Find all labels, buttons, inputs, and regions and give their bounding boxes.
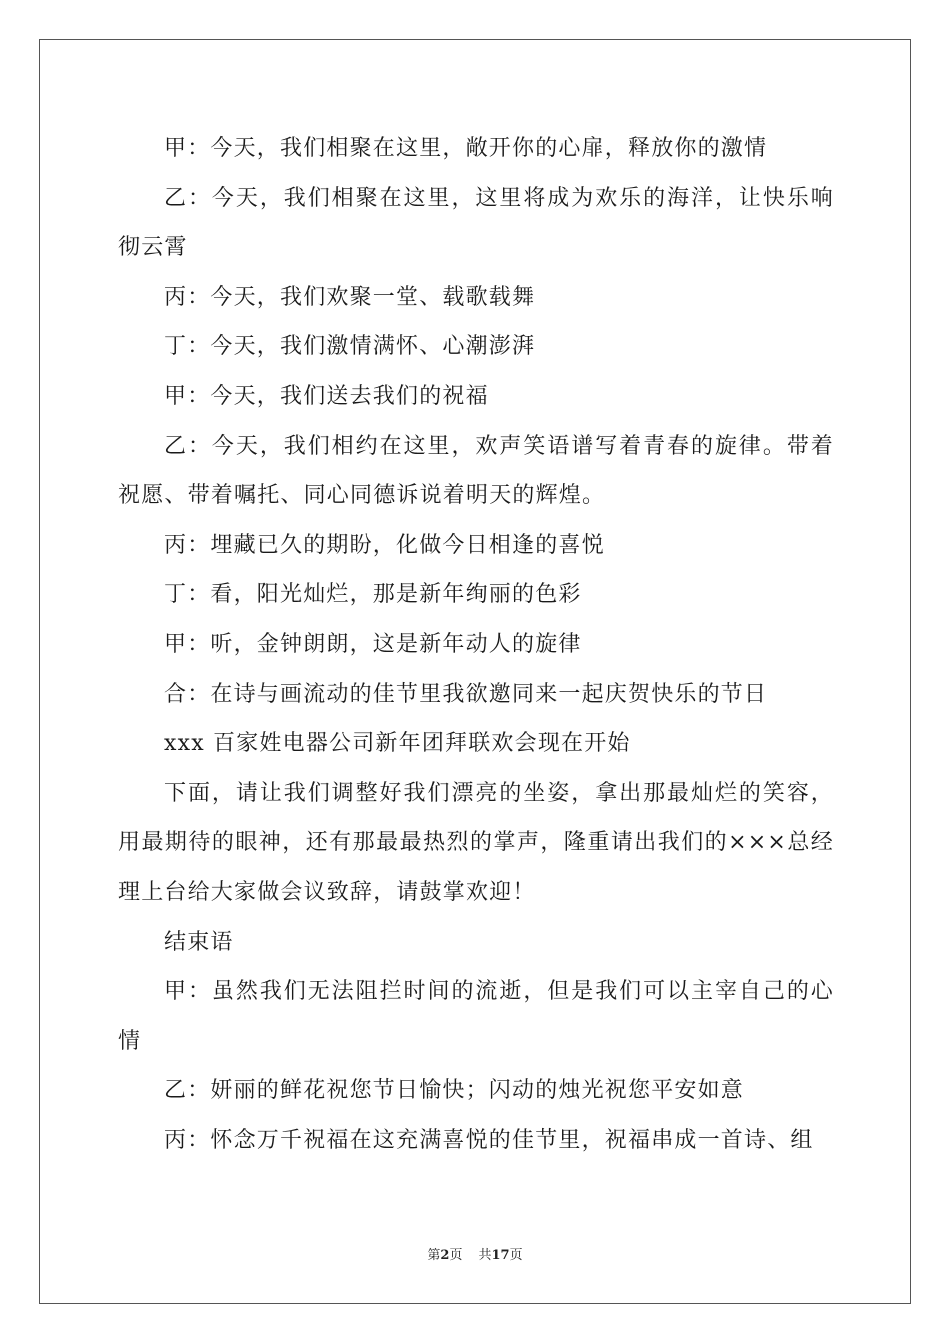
paragraph: 丙：怀念万千祝福在这充满喜悦的佳节里，祝福串成一首诗、组 — [164, 1127, 814, 1153]
paragraph: 甲：听，金钟朗朗，这是新年动人的旋律 — [164, 631, 582, 657]
total-suffix: 页 — [509, 1248, 523, 1263]
paragraph: 乙：今天，我们相约在这里，欢声笑语谱写着青春的旋律。带着祝愿、带着嘱托、同心同德诉说着明天的辉煌。 — [118, 433, 834, 509]
paragraph: 丙：今天，我们欢聚一堂、载歌载舞 — [164, 284, 536, 310]
total-pages: 17 — [491, 1248, 510, 1263]
paragraph: 丁：今天，我们激情满怀、心潮澎湃 — [164, 334, 536, 360]
paragraph: 乙：今天，我们相聚在这里，这里将成为欢乐的海洋，让快乐响彻云霄 — [118, 185, 834, 261]
paragraph: 乙：妍丽的鲜花祝您节日愉快；闪动的烛光祝您平安如意 — [164, 1078, 745, 1104]
page-prefix: 第 — [427, 1248, 441, 1263]
paragraph: 下面，请让我们调整好我们漂亮的坐姿，拿出那最灿烂的笑容，用最期待的眼神，还有那最最热烈的掌声，隆重请出我们的×××总经理上台给大家做会议致辞，请鼓掌欢迎！ — [118, 780, 834, 905]
page-footer — [0, 1247, 950, 1265]
total-prefix: 共 — [478, 1248, 492, 1263]
document-body — [118, 124, 834, 1165]
section-heading: 结束语 — [164, 929, 234, 955]
paragraph: xxx 百家姓电器公司新年团拜联欢会现在开始 — [164, 731, 631, 757]
paragraph: 甲：今天，我们相聚在这里，敞开你的心扉，释放你的激情 — [164, 136, 768, 161]
paragraph: 丁：看，阳光灿烂，那是新年绚丽的色彩 — [164, 582, 582, 608]
page-number: 2 — [440, 1248, 450, 1263]
paragraph: 合：在诗与画流动的佳节里我欲邀同来一起庆贺快乐的节日 — [164, 681, 768, 707]
paragraph: 甲：虽然我们无法阻拦时间的流逝，但是我们可以主宰自己的心情 — [118, 979, 834, 1054]
paragraph: 甲：今天，我们送去我们的祝福 — [164, 383, 489, 409]
page-suffix: 页 — [449, 1248, 463, 1263]
paragraph: 丙：埋藏已久的期盼，化做今日相逢的喜悦 — [164, 532, 605, 558]
